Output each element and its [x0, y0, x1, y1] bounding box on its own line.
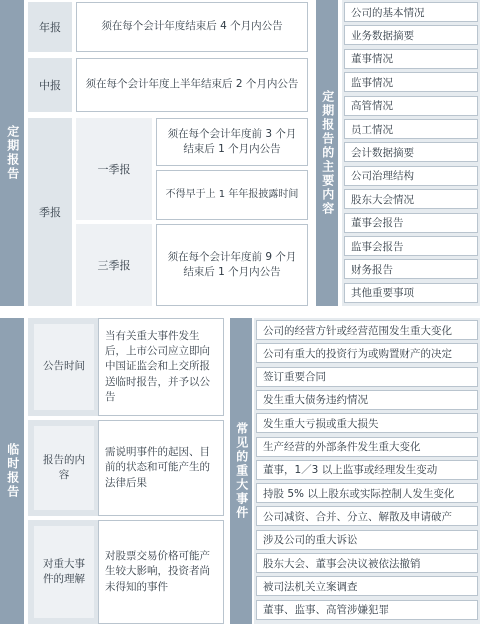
major-events-title: 常见的重大事件: [234, 422, 249, 520]
major-event-item: 涉及公司的重大诉讼: [256, 530, 478, 550]
major-event-understanding-label: 对重大事件的理解: [34, 526, 94, 618]
q3-report-desc: 须在每个会计年度前 9 个月结束后 1 个月内公告: [156, 224, 308, 306]
major-event-understanding-desc: 对股票交易价格可能产生较大影响，投资者尚未得知的事件: [98, 520, 224, 624]
announcement-timing-desc: 当有关重大事件发生后，上市公司应立即向中国证监会和上交所报送临时报告，并予以公告: [98, 318, 224, 416]
major-events-title-bar: [230, 318, 252, 624]
periodic-contents-title: 定期报告的主要内容: [320, 90, 335, 216]
periodic-content-item: 高管情况: [344, 96, 478, 116]
major-event-item: 公司有重大的投资行为或购置财产的决定: [256, 343, 478, 363]
annual-report-desc: 须在每个会计年度结束后 4 个月内公告: [76, 2, 308, 52]
periodic-content-item: 公司治理结构: [344, 166, 478, 186]
report-content-label: 报告的内容: [34, 426, 94, 510]
major-event-item: 被司法机关立案调查: [256, 576, 478, 596]
periodic-contents-title-bar: [316, 0, 338, 306]
q3-report-label: 三季报: [76, 224, 152, 306]
interim-report-label: 中报: [28, 58, 72, 112]
interim-report-title: 临时报告: [5, 443, 20, 499]
periodic-content-item: 董事会报告: [344, 213, 478, 233]
major-event-item: 发生重大亏损或重大损失: [256, 413, 478, 433]
major-event-item: 董事、监事、高管涉嫌犯罪: [256, 600, 478, 620]
annual-report-label: 年报: [28, 2, 72, 52]
periodic-content-item: 员工情况: [344, 119, 478, 139]
periodic-content-item: 监事情况: [344, 72, 478, 92]
major-event-item: 公司减资、合并、分立、解散及申请破产: [256, 506, 478, 526]
quarterly-report-label: 季报: [28, 118, 72, 306]
periodic-content-item: 会计数据摘要: [344, 142, 478, 162]
periodic-content-item: 公司的基本情况: [344, 2, 478, 22]
major-event-item: 持股 5% 以上股东或实际控制人发生变化: [256, 483, 478, 503]
interim-report-desc: 须在每个会计年度上半年结束后 2 个月内公告: [76, 58, 308, 112]
interim-report-title-bar: [0, 318, 24, 624]
major-event-item: 公司的经营方针或经营范围发生重大变化: [256, 320, 478, 340]
periodic-content-item: 其他重要事项: [344, 283, 478, 303]
announcement-timing-label: 公告时间: [34, 324, 94, 410]
major-event-item: 生产经营的外部条件发生重大变化: [256, 437, 478, 457]
periodic-report-title: 定期报告: [5, 125, 20, 181]
major-event-item: 董事，1／3 以上监事或经理发生变动: [256, 460, 478, 480]
report-content-desc: 需说明事件的起因、目前的状态和可能产生的法律后果: [98, 420, 224, 516]
q1-report-constraint: 不得早于上 1 年年报披露时间: [156, 170, 308, 220]
major-event-item: 发生重大债务违约情况: [256, 390, 478, 410]
q1-report-desc: 须在每个会计年度前 3 个月结束后 1 个月内公告: [156, 118, 308, 166]
q1-report-label: 一季报: [76, 118, 152, 220]
periodic-content-item: 业务数据摘要: [344, 25, 478, 45]
periodic-content-item: 股东大会情况: [344, 189, 478, 209]
periodic-content-item: 董事情况: [344, 49, 478, 69]
periodic-content-item: 监事会报告: [344, 236, 478, 256]
major-event-item: 签订重要合同: [256, 367, 478, 387]
periodic-content-item: 财务报告: [344, 259, 478, 279]
major-event-item: 股东大会、董事会决议被依法撤销: [256, 553, 478, 573]
periodic-report-title-bar: [0, 0, 24, 306]
